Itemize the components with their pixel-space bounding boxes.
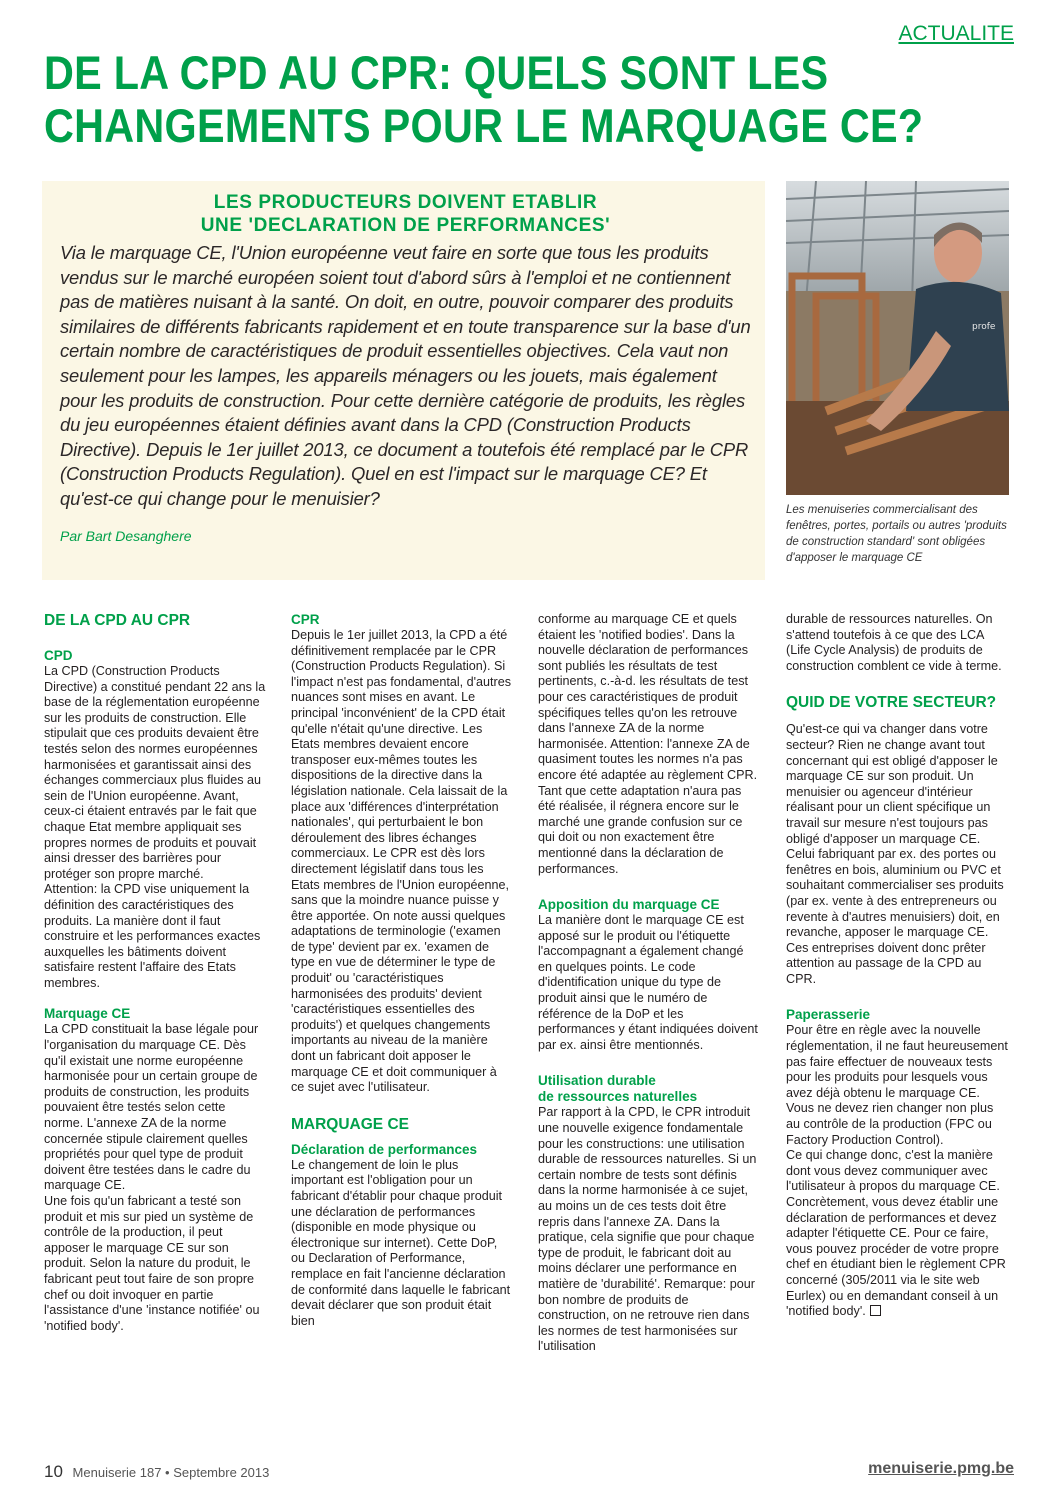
- subheading-line-2: de ressources naturelles: [538, 1089, 698, 1105]
- section-tag[interactable]: ACTUALITE: [898, 22, 1014, 45]
- end-of-article-icon: [870, 1305, 881, 1316]
- column-2: [291, 612, 513, 1329]
- paragraph: Par rapport à la CPD, le CPR introduit une nouvelle exigence fondamentale pour les constructions: une utilisation durable de ressources naturelles. Si un certain nombre de tests sont définis dans la norme harmonisée à ce sujet, au moins un de ces tests doit être repris dans l'annexe ZA. Dans la pratique, cela signifie que pour chaque type de produit, le fabricant doit au moins déclarer une performance en matière de 'durabilité'. Remarque: pour bon nombre de produits de construction, on ne retrouve rien dans les normes de test harmonisées sur l'utilisation: [538, 1105, 757, 1354]
- lead-title-line-1: LES PRODUCTEURS DOIVENT ETABLIR: [213, 192, 598, 213]
- shirt-print-text: profe: [972, 322, 996, 332]
- heading-cpd-au-cpr: DE LA CPD AU CPR: [44, 612, 191, 629]
- heading-marquage-ce: MARQUAGE CE: [291, 1115, 409, 1133]
- paragraph: Qu'est-ce qui va changer dans votre secteur? Rien ne change avant tout concernant qui est obligé d'apposer le marquage CE sur son produit. Un menuisier ou agenceur d'intérieur réalisant pour un client spécifique un travail sur mesure n'est toujours pas obligé d'apposer un marquage CE. Celui fabriquant par ex. des portes ou fenêtres en bois, aluminium ou PVC et souhaitant commercialiser ses produits (par ex. vente à des entrepreneurs ou revente à d'autres menuisiers) doit, en revanche, apposer le marquage CE. Ces entreprises doivent donc prêter attention au passage de la CPD au CPR.: [786, 722, 1004, 986]
- byline: Par Bart Desanghere: [60, 527, 192, 544]
- headline: [44, 46, 924, 152]
- paragraph-text: Ce qui change donc, c'est la manière dont vous devez communiquer avec l'utilisateur à propos du marquage CE. Concrètement, vous devez établir une déclaration de performances et devez adapter l'étiquette CE. Pour ce faire, vous pouvez procéder de votre propre chef en étudiant bien le règlement CPR concerné (305/2011 via le site web Eurlex) ou en demandant conseil à un 'notified body'.: [786, 1148, 1006, 1319]
- paragraph: Une fois qu'un fabricant a testé son produit et mis sur pied un système de contrôle de la production, il peut apposer le marquage CE sur son produit. Selon la nature du produit, le fabricant peut tout faire de son propre chef ou doit invoquer en partie l'assistance d'une 'instance notifiée' ou 'notified body'.: [44, 1194, 260, 1333]
- column-4: [786, 612, 1008, 1320]
- paragraph: Le changement de loin le plus important est l'obligation pour un fabricant d'établir pour chaque produit une déclaration de performances (disponible en mode physique ou électronique sur internet). Cette DoP, ou Declaration of Performance, remplace en fait l'ancienne déclaration de conformité dans laquelle le fabricant devait déclarer que son produit était bien: [291, 1157, 511, 1328]
- carpenter-photo-illustration: [786, 181, 1009, 495]
- paragraph: conforme au marquage CE et quels étaient les 'notified bodies'. Dans la nouvelle déclaration de performances sont publiés les résultats de test pertinents, c.-à-d. les résultats de test pour ces caractéristiques de produit spécifiques telles qu'on les retrouve dans l'annexe ZA de la norme harmonisée. Attention: l'annexe ZA de quasiment toutes les normes n'a pas encore été adaptée au règlement CPR. Tant que cette adaptation n'aura pas été réalisée, il régnera encore sur le marché une grande confusion sur ce qui doit ou non exactement être mentionné dans la déclaration de performances.: [538, 612, 758, 876]
- paragraph: Depuis le 1er juillet 2013, la CPD a été définitivement remplacée par le CPR (Construction Products Regulation). Si l'impact n'est pas fondamental, d'autres nuances sont mises en avant. Le principal 'inconvénient' de la CPD était qu'elle n'était qu'une directive. Les Etats membres devaient encore transposer eux-mêmes toutes les dispositions de la directive dans la législation nationale. Cela laissait de la place aux 'différences d'interprétation nationales', qui perturbaient le bon déroulement des libres échanges commerciaux. Le CPR est dès lors directement législatif dans tous les Etats membres de l'Union européenne, sans que la moindre nuance puisse y être apportée. On note aussi quelques adaptations de terminologie ('examen de type' devient par ex. 'examen de type en vue de déterminer le type de produit' ou 'caractéristiques harmonisées des produits' devient 'caractéristiques essentielles des produits') et quelques changements importants au niveau de la manière dont un fabricant doit apposer le marquage CE et doit communiquer à ce sujet avec l'utilisateur.: [291, 628, 512, 1095]
- paragraph: durable de ressources naturelles. On s'attend toutefois à ce que des LCA (Life Cycle Analysis) de produits de construction comblent ce vide à terme.: [786, 612, 1002, 673]
- paragraph: Attention: la CPD vise uniquement la définition des caractéristiques des produits. La manière dont il faut construire et les performances exactes auxquelles les bâtiments doivent satisfaire restent l'affaire des Etats membres.: [44, 882, 261, 990]
- subheading-declaration: Déclaration de performances: [291, 1141, 478, 1157]
- headline-line-1: DE LA CPD AU CPR: QUELS SONT LES: [44, 46, 829, 99]
- column-3: [538, 612, 760, 1355]
- paragraph: Pour être en règle avec la nouvelle réglementation, il ne faut heureusement pas faire effectuer de nouveaux tests pour les produits pour lesquels vous avez déjà obtenu le marquage CE. Vous ne devez rien changer non plus au contrôle de la production (FPC ou Factory Production Control).: [786, 1023, 1008, 1147]
- paragraph: La CPD (Construction Products Directive) a constitué pendant 22 ans la base de la réglementation européenne sur les produits de construction. Elle stipulait que ces produits devaient être testés selon des normes européennes harmonisées et garantissait ainsi des échanges commerciaux plus fluides au sein de l'Union européenne. Avant, ceux-ci étaient entravés par le fait que chaque Etat membre appliquait ses propres normes de produits et pouvait ainsi dresser des barrières pour protéger son propre marché.: [44, 664, 266, 881]
- lead-title-line-2: UNE 'DECLARATION DE PERFORMANCES': [200, 215, 611, 236]
- subheading-cpr: CPR: [291, 612, 320, 627]
- page-number: 10: [44, 1462, 63, 1481]
- lead-box: [42, 181, 765, 580]
- subheading-marquage-ce: Marquage CE: [44, 1006, 131, 1022]
- paragraph: La manière dont le marquage CE est apposé sur le produit ou l'étiquette l'accompagnant a également changé en quelques points. Le code d'identification unique du type de produit ainsi que le numéro de référence de la DoP et les performances y étant indiquées doivent par ex. ainsi être mentionnés.: [538, 913, 758, 1052]
- heading-quid: QUID DE VOTRE SECTEUR?: [786, 694, 997, 712]
- headline-line-2: CHANGEMENTS POUR LE MARQUAGE CE?: [44, 99, 924, 152]
- photo-caption: Les menuiseries commercialisant des fenêtres, portes, portails ou autres 'produits de construction standard' sont obligées d'apposer le marquage CE: [786, 504, 1007, 564]
- footer-site-link[interactable]: menuiserie.pmg.be: [868, 1460, 1014, 1477]
- paragraph: La CPD constituait la base légale pour l'organisation du marquage CE. Dès qu'il existait une norme européenne harmonisée pour un certain groupe de produits de construction, les produits pouvaient être testés selon cette norme. L'annexe ZA de la norme concernée stipule clairement quelles propriétés pour quel type de produit doivent être testées dans le cadre du marquage CE.: [44, 1022, 259, 1193]
- subheading-cpd: CPD: [44, 648, 73, 663]
- issue-info: Menuiserie 187 • Septembre 2013: [72, 1465, 270, 1480]
- subheading-paperasserie: Paperasserie: [786, 1007, 871, 1023]
- lead-title: [60, 191, 751, 237]
- footer-left: [44, 1462, 269, 1482]
- column-1: [44, 612, 266, 1334]
- subheading-utilisation: [538, 1073, 760, 1105]
- paragraph: [786, 1148, 1008, 1320]
- workshop-photo: [786, 181, 1009, 495]
- lead-text: Via le marquage CE, l'Union européenne veut faire en sorte que tous les produits vendus sur le marché européen soient tout d'abord sûrs à l'emploi et ne contiennent pas de matières nuisant à la santé. On doit, en outre, pouvoir comparer des produits similaires de différents fabricants rapidement et en toute transparence sur la base d'un certain nombre de caractéristiques de produit essentielles objectives. Cela vaut non seulement pour les lampes, les appareils ménagers ou les jouets, mais également pour les produits de construction. Pour cette dernière catégorie de produits, les règles du jeu européennes étaient définies avant dans la CPD (Construction Products Directive). Depuis le 1er juillet 2013, ce document a toutefois été remplacé par le CPR (Construction Products Regulation). Quel en est l'impact sur le marquage CE? Et qu'est-ce qui change pour le menuisier?: [60, 242, 751, 509]
- subheading-apposition: Apposition du marquage CE: [538, 897, 720, 913]
- subheading-line-1: Utilisation durable: [538, 1073, 656, 1089]
